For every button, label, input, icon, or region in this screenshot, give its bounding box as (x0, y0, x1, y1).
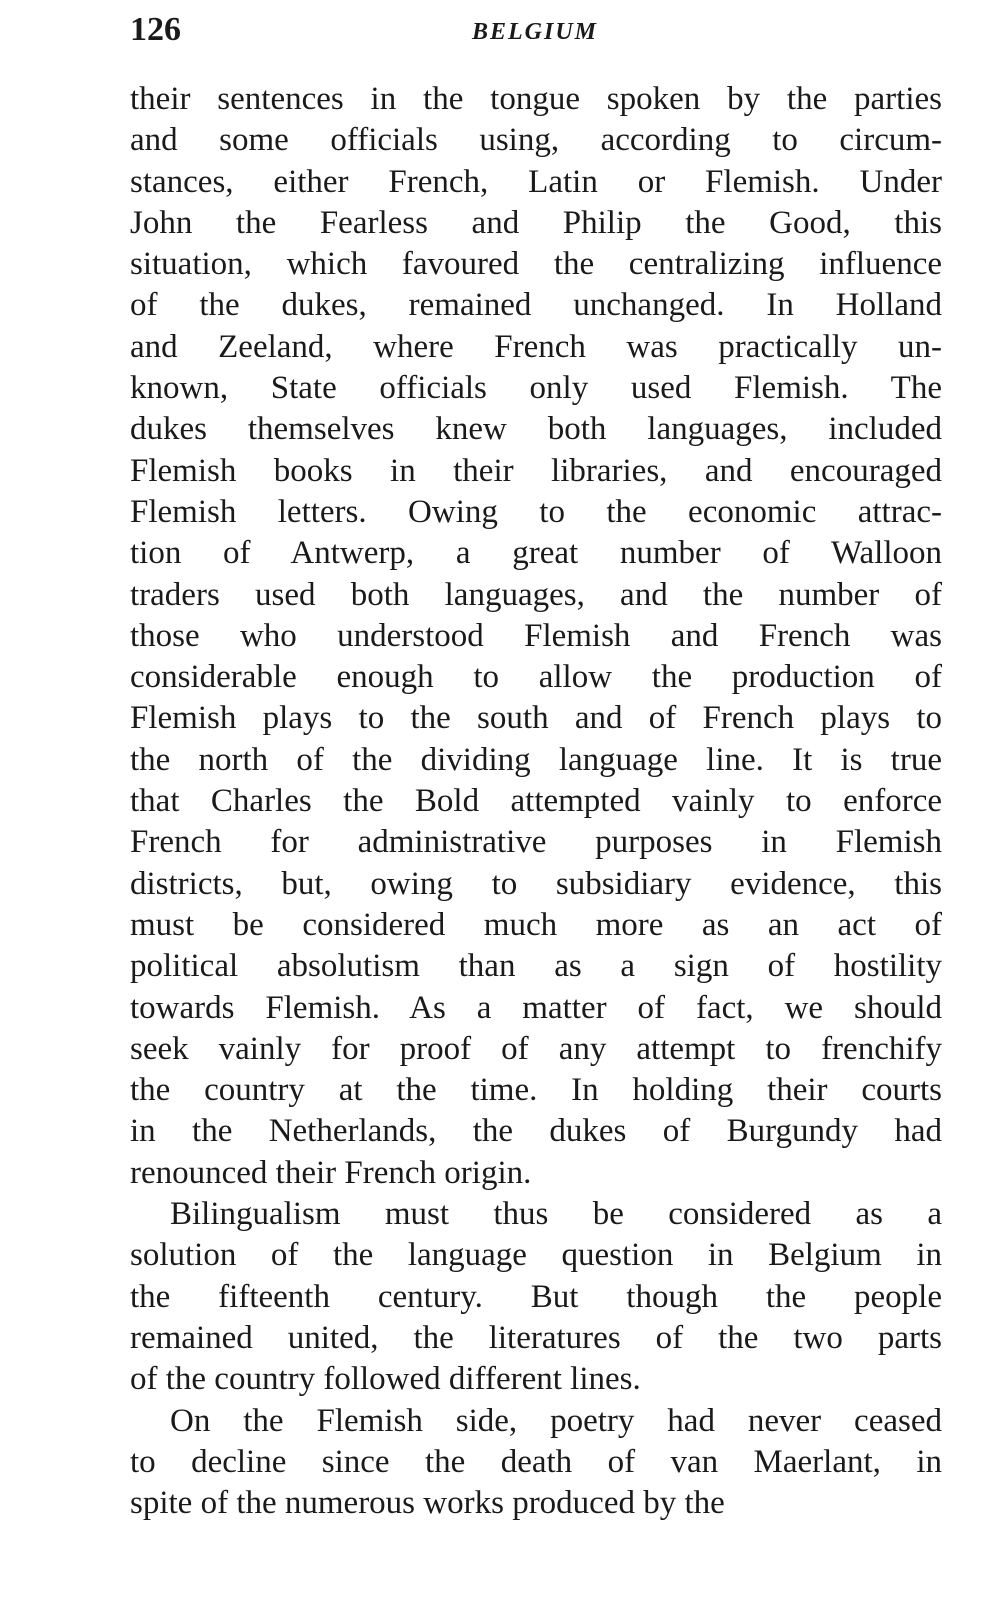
text-line: spite of the numerous works produced by the (130, 1485, 725, 1522)
running-title: BELGIUM (471, 19, 599, 45)
text-line: those who understood Flemish and French was (130, 617, 942, 654)
text-line: solution of the language question in Belgium in (130, 1237, 942, 1274)
text-line: that Charles the Bold attempted vainly to enforce (130, 783, 942, 820)
text-line: to decline since the death of van Maerlant, in (130, 1443, 942, 1480)
paragraph (130, 1401, 942, 1525)
text-line: tion of Antwerp, a great number of Walloon (130, 535, 942, 572)
text-line: Flemish books in their libraries, and encouraged (130, 452, 942, 489)
text-line: renounced their French origin. (130, 1154, 532, 1191)
text-line: dukes themselves knew both languages, included (130, 411, 942, 448)
text-line: John the Fearless and Philip the Good, this (130, 204, 942, 241)
text-line: considerable enough to allow the production of (130, 659, 942, 696)
text-line: the country at the time. In holding their courts (130, 1072, 942, 1109)
text-line: their sentences in the tongue spoken by the parties (130, 81, 942, 117)
text-line: stances, either French, Latin or Flemish. Under (130, 163, 942, 200)
text-line: seek vainly for proof of any attempt to frenchify (130, 1030, 942, 1067)
body-text (130, 79, 942, 1524)
text-line: the fifteenth century. But though the people (130, 1278, 942, 1315)
text-line: of the country followed different lines. (130, 1361, 641, 1398)
text-line: Bilingualism must thus be considered as a (170, 1196, 942, 1233)
text-line: of the dukes, remained unchanged. In Holland (130, 287, 942, 324)
text-line: the north of the dividing language line. It is true (130, 741, 942, 778)
text-line: French for administrative purposes in Flemish (130, 824, 942, 861)
text-line: towards Flemish. As a matter of fact, we should (130, 989, 942, 1026)
page-number: 126 (130, 11, 181, 48)
text-line: Flemish letters. Owing to the economic attrac- (130, 493, 942, 530)
text-line: in the Netherlands, the dukes of Burgundy had (130, 1113, 942, 1150)
text-line: known, State officials only used Flemish. The (130, 370, 942, 407)
text-line: political absolutism than as a sign of hostility (130, 948, 942, 985)
text-line: On the Flemish side, poetry had never ceased (170, 1402, 942, 1439)
text-line: and some officials using, according to circum- (130, 122, 942, 159)
text-line: traders used both languages, and the number of (130, 576, 942, 613)
text-line: districts, but, owing to subsidiary evidence, this (130, 865, 942, 902)
text-line: remained united, the literatures of the two parts (130, 1319, 942, 1356)
paragraph (130, 1194, 942, 1400)
paragraph (130, 79, 942, 1194)
text-line: situation, which favoured the centralizing influence (130, 246, 942, 283)
text-line: and Zeeland, where French was practically un- (130, 328, 942, 365)
text-line: must be considered much more as an act of (130, 906, 942, 943)
running-head (130, 10, 940, 50)
text-line: Flemish plays to the south and of French plays to (130, 700, 942, 737)
